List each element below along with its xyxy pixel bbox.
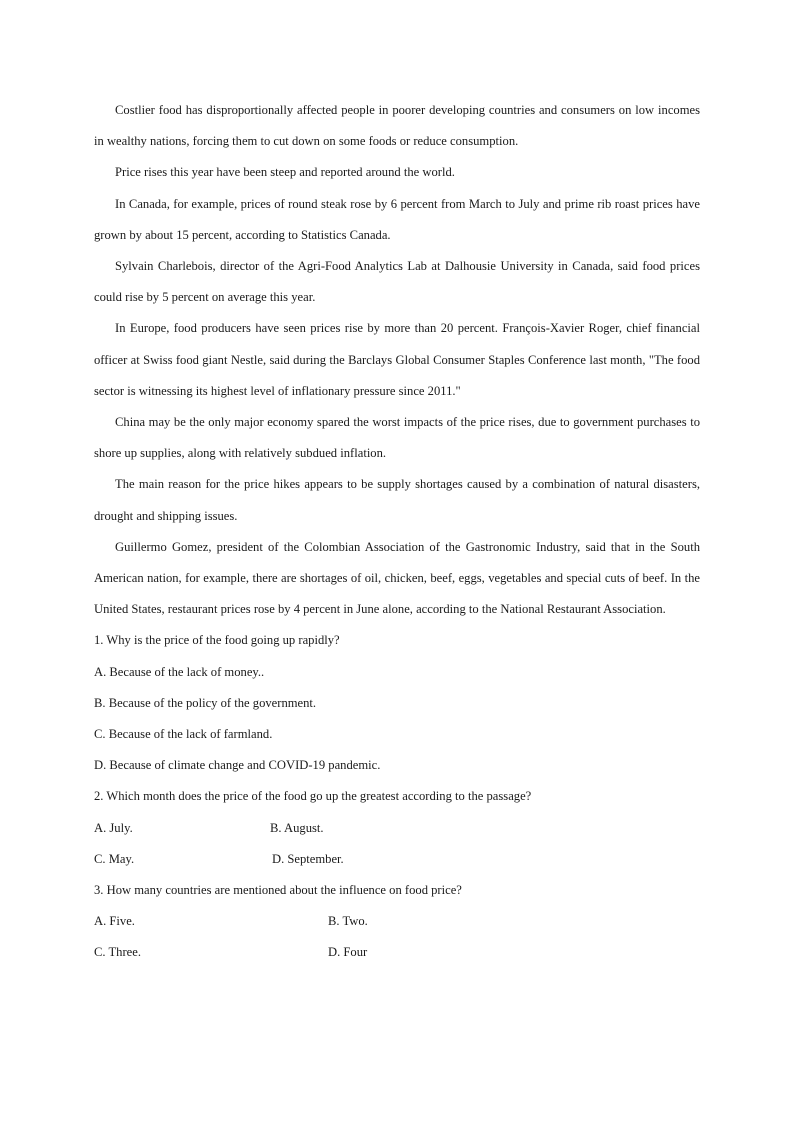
question-3-options-row-2 — [94, 937, 700, 968]
question-3-options-row-1 — [94, 906, 700, 937]
question-3-stem: 3. How many countries are mentioned about the influence on food price? — [94, 883, 462, 898]
passage-paragraph: Sylvain Charlebois, director of the Agri-Food Analytics Lab at Dalhousie University in Canada, said food prices could rise by 5 percent on average this year. — [94, 259, 700, 305]
question-1-option-a: A. Because of the lack of money.. — [94, 664, 265, 679]
document-page — [94, 95, 700, 969]
question-1-option-c: C. Because of the lack of farmland. — [94, 727, 273, 742]
question-1-stem: 1. Why is the price of the food going up rapidly? — [94, 633, 340, 648]
question-3-option-c: C. Three. — [94, 945, 141, 960]
question-3-option-b: B. Two. — [328, 914, 368, 929]
passage-paragraph: Price rises this year have been steep and reported around the world. — [115, 165, 455, 180]
passage-paragraph: Costlier food has disproportionally affected people in poorer developing countries and consumers on low incomes in wealthy nations, forcing them to cut down on some foods or reduce consumption. — [94, 103, 700, 149]
passage-paragraph: In Europe, food producers have seen prices rise by more than 20 percent. François-Xavier Roger, chief financial officer at Swiss food giant Nestle, said during the Barclays Global Consumer Staples Conference last month, "The food sector is witnessing its highest level of inflationary pressure since 2011." — [94, 321, 700, 398]
passage-paragraph: In Canada, for example, prices of round steak rose by 6 percent from March to July and prime rib roast prices have grown by about 15 percent, according to Statistics Canada. — [94, 196, 700, 242]
question-3-option-a: A. Five. — [94, 914, 135, 929]
question-1-option-b: B. Because of the policy of the government. — [94, 695, 317, 710]
question-3-option-d: D. Four — [328, 945, 368, 960]
question-1-option-d: D. Because of climate change and COVID-19 pandemic. — [94, 758, 381, 773]
question-2-option-a: A. July. — [94, 820, 133, 835]
passage-paragraph: China may be the only major economy spared the worst impacts of the price rises, due to government purchases to shore up supplies, along with relatively subdued inflation. — [94, 415, 700, 461]
question-2-option-b: B. August. — [270, 820, 324, 835]
question-2-option-d: D. September. — [272, 851, 344, 866]
passage-paragraph: Guillermo Gomez, president of the Colombian Association of the Gastronomic Industry, said that in the South American nation, for example, there are shortages of oil, chicken, beef, eggs, vegetables and special cuts of beef. In the United States, restaurant prices rose by 4 percent in June alone, according to the National Restaurant Association. — [94, 539, 700, 617]
passage-paragraph: The main reason for the price hikes appears to be supply shortages caused by a combination of natural disasters, drought and shipping issues. — [94, 477, 700, 523]
question-2-options-row-2 — [94, 844, 700, 875]
question-2-option-c: C. May. — [94, 851, 135, 866]
question-2-options-row-1 — [94, 813, 700, 844]
question-2-stem: 2. Which month does the price of the food go up the greatest according to the passage? — [94, 789, 532, 804]
